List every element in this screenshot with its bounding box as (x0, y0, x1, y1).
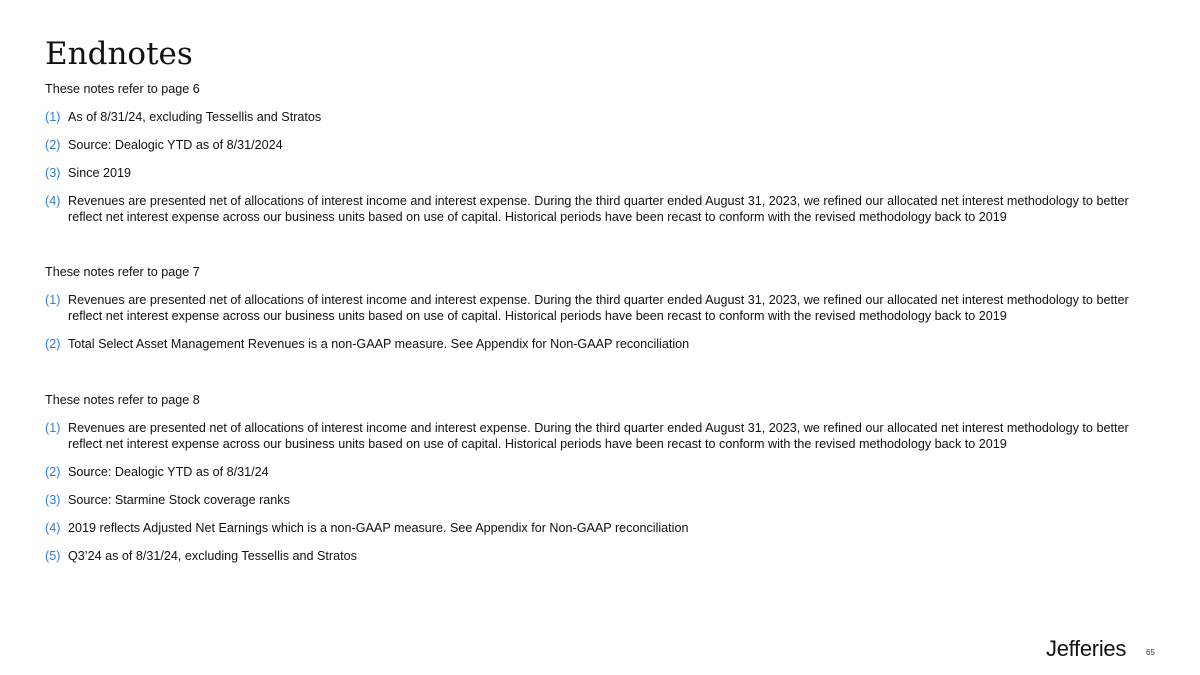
note-number: (1) (45, 421, 61, 435)
endnote-item (45, 109, 1135, 125)
endnote-item (45, 336, 1135, 352)
endnote-item (45, 137, 1135, 153)
endnotes-section-page-6 (45, 81, 1135, 237)
endnotes-section-page-8 (45, 392, 1135, 576)
note-number: (2) (45, 138, 61, 152)
page-title: Endnotes (45, 36, 193, 72)
note-text: Revenues are presented net of allocations of interest income and interest expense. During the third quarter ended August 31, 2023, we refined our allocated net interest methodology to better reflect net interest expense across our business units based on use of capital. Historical periods have been recast to conform with the revised methodology back to 2019 (68, 421, 1129, 451)
note-text: Q3’24 as of 8/31/24, excluding Tessellis and Stratos (68, 549, 357, 563)
note-number: (3) (45, 166, 61, 180)
note-text: Revenues are presented net of allocations of interest income and interest expense. During the third quarter ended August 31, 2023, we refined our allocated net interest methodology to better reflect net interest expense across our business units based on use of capital. Historical periods have been recast to conform with the revised methodology back to 2019 (68, 194, 1129, 224)
section-heading: These notes refer to page 7 (45, 265, 200, 279)
note-text: 2019 reflects Adjusted Net Earnings which is a non-GAAP measure. See Appendix for Non-GAAP reconciliation (68, 521, 689, 535)
note-number: (2) (45, 337, 61, 351)
note-text: Source: Dealogic YTD as of 8/31/2024 (68, 138, 283, 152)
note-text: As of 8/31/24, excluding Tessellis and Stratos (68, 110, 322, 124)
endnote-item (45, 492, 1135, 508)
endnotes-section-page-7 (45, 264, 1135, 364)
note-number: (2) (45, 465, 61, 479)
endnote-item (45, 464, 1135, 480)
note-number: (4) (45, 194, 61, 208)
note-text: Source: Dealogic YTD as of 8/31/24 (68, 465, 269, 479)
endnote-item (45, 420, 1135, 452)
endnote-item (45, 193, 1135, 225)
note-text: Since 2019 (68, 166, 132, 180)
note-number: (5) (45, 549, 61, 563)
note-text: Total Select Asset Management Revenues is a non-GAAP measure. See Appendix for Non-GAAP reconciliation (68, 337, 690, 351)
jefferies-logo: Jefferies (1046, 636, 1127, 661)
endnote-item (45, 292, 1135, 324)
note-number: (4) (45, 521, 61, 535)
endnote-item (45, 165, 1135, 181)
note-number: (1) (45, 293, 61, 307)
page-number: 65 (1146, 648, 1155, 657)
section-heading: These notes refer to page 6 (45, 82, 200, 96)
endnote-item (45, 548, 1135, 564)
note-text: Source: Starmine Stock coverage ranks (68, 493, 290, 507)
note-number: (1) (45, 110, 61, 124)
section-heading: These notes refer to page 8 (45, 393, 200, 407)
endnote-item (45, 520, 1135, 536)
note-text: Revenues are presented net of allocations of interest income and interest expense. During the third quarter ended August 31, 2023, we refined our allocated net interest methodology to better reflect net interest expense across our business units based on use of capital. Historical periods have been recast to conform with the revised methodology back to 2019 (68, 293, 1129, 323)
note-number: (3) (45, 493, 61, 507)
